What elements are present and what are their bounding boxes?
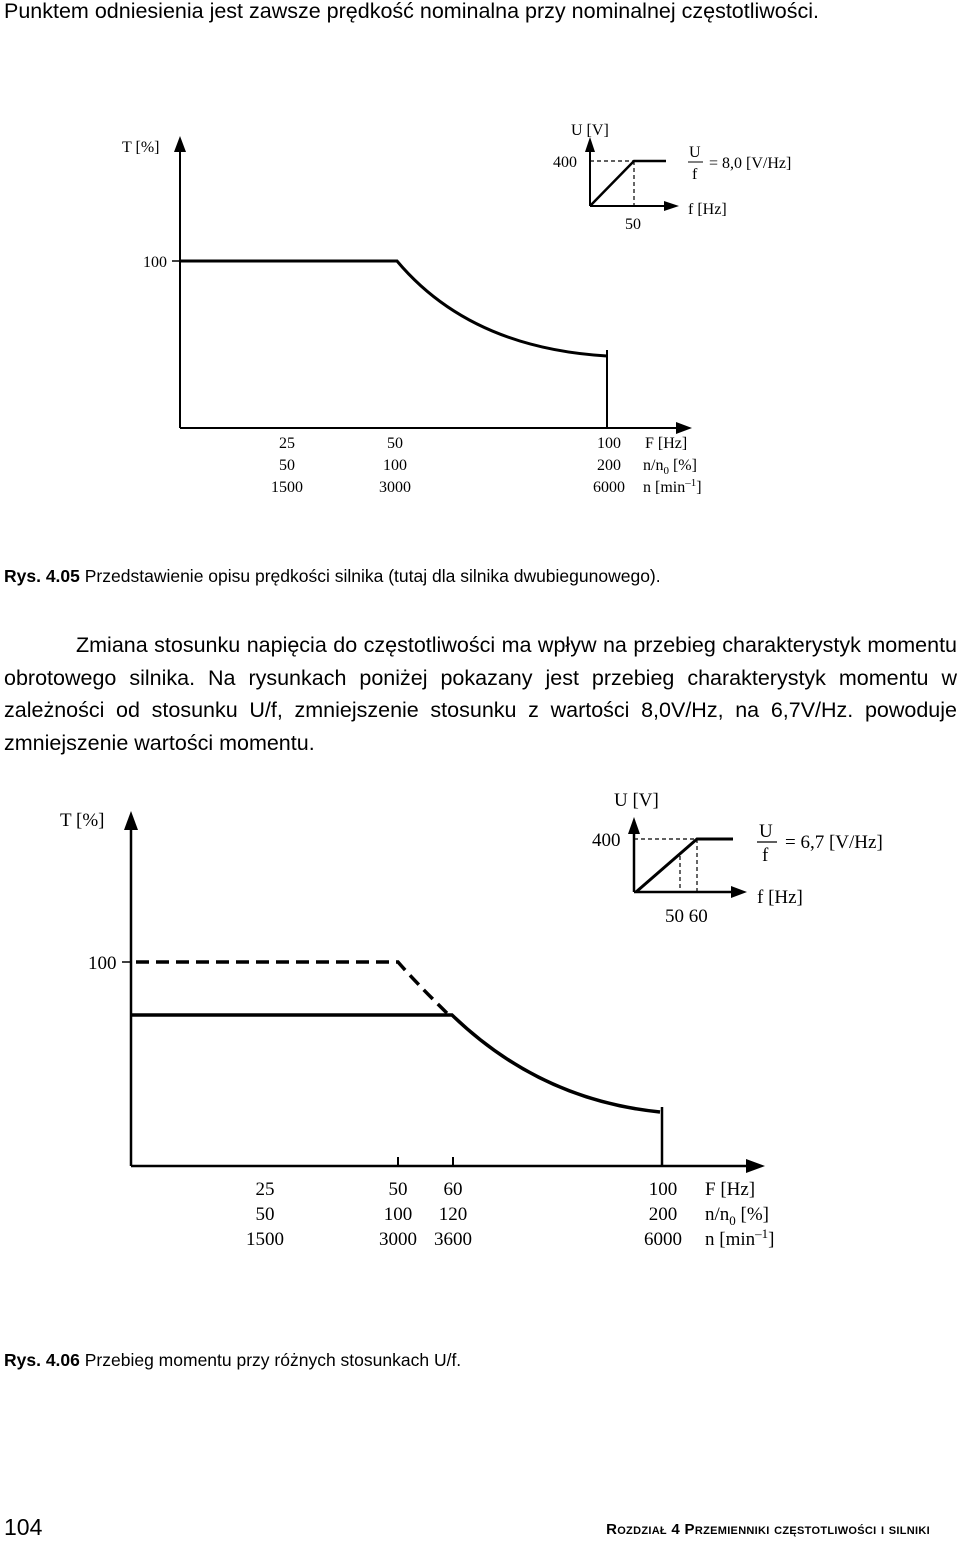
fig2-inset-f-ticks: 50 60 (665, 906, 708, 927)
fig1-x-tick-pct: 100 (383, 457, 407, 474)
fig2-x-label-hz: F [Hz] (705, 1179, 756, 1200)
fig2-inset-u-label: U [V] (614, 790, 659, 811)
fig1-x-tick-hz: 50 (387, 435, 403, 452)
figure-1-caption-label: Rys. 4.05 (4, 566, 80, 586)
fig2-x-tick-pct: 100 (383, 1204, 413, 1225)
intro-paragraph: Punktem odniesienia jest zawsze prędkość nominalna przy nominalnej częstotliwości. (4, 0, 820, 23)
fig2-x-tick-pct: 200 (648, 1204, 678, 1225)
fig2-x-tick-hz: 50 (388, 1179, 408, 1200)
figure-2-caption (4, 1350, 461, 1371)
page-number: 104 (4, 1514, 43, 1540)
fig1-t-axis-label: T [%] (122, 139, 160, 156)
fig1-inset-f-label: f [Hz] (688, 201, 727, 218)
fig1-x-label-hz: F [Hz] (645, 435, 688, 452)
fig2-ratio-denominator: f (762, 845, 769, 866)
fig2-inset-u-arrow (628, 817, 640, 834)
fig2-x-label-rpm: n $[\min^{-1}]$ (705, 1226, 775, 1250)
fig2-x-tick-pct: 120 (438, 1204, 468, 1225)
fig2-x-tick-rpm: 3000 (379, 1229, 417, 1250)
fig1-x-tick-pct: 200 (597, 457, 621, 474)
chapter-title: Rozdział 4 Przemienniki częstotliwości i silniki (606, 1521, 930, 1538)
figure-1-caption-text: Przedstawienie opisu prędkości silnika (tutaj dla silnika dwubiegunowego). (79, 566, 661, 586)
fig2-x-tick-hz: 60 (443, 1179, 463, 1200)
fig1-inset-f-arrow (664, 201, 679, 211)
figure-1-caption (4, 566, 661, 587)
fig2-x-tick-rpm: 1500 (246, 1229, 284, 1250)
fig2-x-tick-pct: 50 (255, 1204, 275, 1225)
figure-2-caption-text: Przebieg momentu przy różnych stosunkach U/f. (79, 1350, 462, 1370)
fig2-t-tick-label: 100 (88, 953, 117, 974)
fig1-x-tick-rpm: 1500 (271, 479, 303, 496)
fig2-x-tick-rpm: 3600 (434, 1229, 472, 1250)
fig2-x-tick-hz: 25 (255, 1179, 275, 1200)
fig2-inset-f-arrow (731, 886, 747, 898)
fig2-ratio-value: = 6,7 [V/Hz] (785, 832, 883, 853)
fig1-ratio-numerator: U (689, 144, 701, 161)
fig2-x-axis-arrow (746, 1159, 765, 1173)
fig1-x-tick-hz: 25 (279, 435, 295, 452)
figure-2-caption-label: Rys. 4.06 (4, 1350, 80, 1370)
fig1-ratio-denominator: f (692, 166, 698, 183)
fig1-x-tick-hz: 100 (597, 435, 621, 452)
fig1-x-tick-rpm: 6000 (593, 479, 625, 496)
fig2-inset-uf-line (636, 839, 733, 892)
fig1-inset-u-arrow (585, 137, 595, 152)
fig2-t-axis-arrow (124, 811, 138, 830)
fig1-x-label-pct: $n/n_0$ [%] (643, 457, 697, 477)
fig1-t-axis-arrow (174, 136, 186, 152)
fig1-x-label-rpm: n $[\min^{-1}]$ (643, 477, 702, 496)
fig1-x-tick-pct: 50 (279, 457, 295, 474)
body-paragraph: Zmiana stosunku napięcia do częstotliwości ma wpływ na przebieg charakterystyk momentu obrotowego silnika. Na rysunkach poniżej pokazany jest przebieg charakterystyk momentu w zależności od stosunku U/f, zmniejszenie stosunku z wartości 8,0V/Hz, na 6,7V/Hz. powoduje zmniejszenie wartości momentu. (4, 633, 957, 755)
fig1-torque-curve (180, 261, 607, 356)
fig1-t-tick-label: 100 (143, 254, 167, 271)
fig2-t-axis-label: T [%] (60, 810, 105, 831)
fig2-inset-f-label: f [Hz] (757, 887, 803, 908)
fig1-x-axis-arrow (676, 422, 692, 434)
fig1-inset-f-tick: 50 (625, 216, 641, 233)
fig1-x-tick-rpm: 3000 (379, 479, 411, 496)
fig1-inset-u-tick: 400 (553, 154, 577, 171)
fig1-inset-u-label: U [V] (571, 122, 609, 139)
fig2-reference-curve-dashed (136, 962, 452, 1018)
fig2-x-tick-hz: 100 (648, 1179, 678, 1200)
fig1-inset-uf-line (590, 161, 666, 206)
figure-1-torque-speed-diagram (0, 0, 960, 520)
fig2-x-label-pct: $n/n_0$ [%] (705, 1204, 770, 1228)
fig2-inset-u-tick: 400 (592, 830, 621, 851)
fig2-ratio-numerator: U (759, 821, 773, 842)
fig2-reduced-torque-curve (131, 1015, 660, 1112)
figure-2-torque-speed-diagram (0, 770, 960, 1270)
fig1-ratio-value: = 8,0 [V/Hz] (709, 155, 792, 172)
fig2-x-tick-rpm: 6000 (644, 1229, 682, 1250)
